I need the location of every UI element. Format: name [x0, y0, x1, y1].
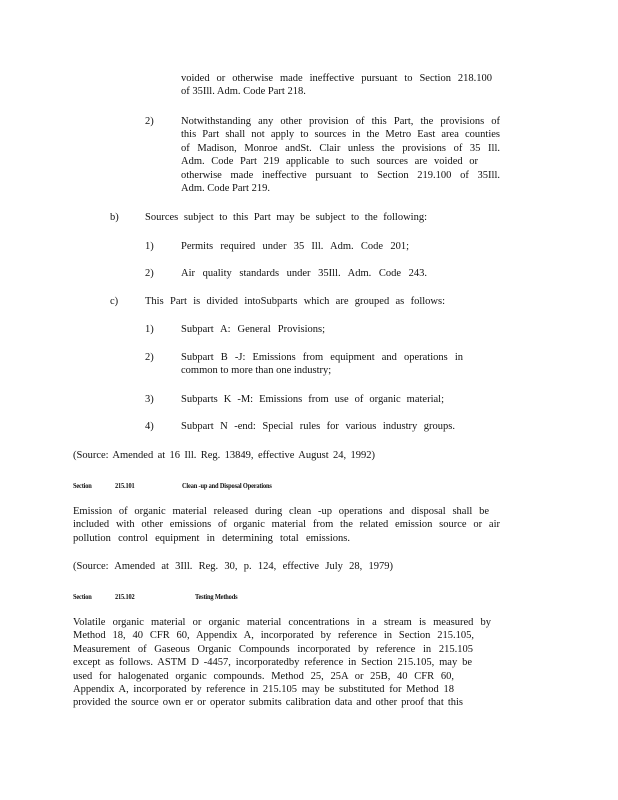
- section-intro: [145, 211, 427, 224]
- text-line: Subpart N -end: Special rules for various industry groups.: [181, 421, 455, 432]
- section-number: 215.102: [115, 592, 135, 601]
- text-line: this Part shall not apply to sources in the Metro East area counties: [181, 129, 500, 141]
- list-item-text: [181, 115, 500, 195]
- text-line: (Source: Amended at 3Ill. Reg. 30, p. 124, effective July 28, 1979): [73, 561, 393, 572]
- text-line: Volatile organic material or organic material concentrations in a stream is measured by: [73, 617, 491, 628]
- text-line: Adm. Code Part 219.: [181, 183, 270, 195]
- text-line: Subparts K -M: Emissions from use of organic material;: [181, 394, 444, 405]
- section-body: [73, 616, 492, 710]
- item-number: 1): [145, 241, 154, 252]
- text-line: Adm. Code Part 219 applicable to such sources are voided or: [181, 156, 478, 168]
- list-item-text: [181, 351, 463, 378]
- item-number: 4): [145, 421, 154, 432]
- text-line: of Madison, Monroe andSt. Clair unless the provisions of 35 Ill.: [181, 142, 500, 154]
- item-number: 2): [145, 116, 154, 127]
- text-line: included with other emissions of organic material from the related emission source or air: [73, 519, 500, 531]
- item-number: 3): [145, 394, 154, 405]
- list-item-text: [181, 323, 325, 336]
- text-line: common to more than one industry;: [181, 365, 332, 377]
- section-intro: [145, 295, 445, 308]
- section-number: 215.101: [115, 481, 135, 490]
- text-line: Notwithstanding any other provision of this Part, the provisions of: [181, 116, 500, 127]
- text-line: (Source: Amended at 16 Ill. Reg. 13849, effective August 24, 1992): [73, 450, 375, 461]
- section-title: Clean -up and Disposal Operations: [182, 481, 272, 490]
- item-number: 2): [145, 268, 154, 279]
- text-line: provided the source own er or operator submits calibration data and other proof that this: [73, 697, 463, 709]
- text-line: otherwise made ineffective pursuant to Section 219.100 of 35Ill.: [181, 169, 500, 181]
- text-line: This Part is divided intoSubparts which are grouped as follows:: [145, 296, 445, 307]
- text-line: Air quality standards under 35Ill. Adm. Code 243.: [181, 268, 427, 279]
- text-line: Permits required under 35 Ill. Adm. Code 201;: [181, 241, 409, 252]
- text-line: Measurement of Gaseous Organic Compounds incorporated by reference in 215.105: [73, 643, 473, 655]
- section-body: [73, 505, 500, 545]
- item-number: 1): [145, 324, 154, 335]
- text-line: Sources subject to this Part may be subject to the following:: [145, 212, 427, 223]
- section-title: Testing Methods: [195, 592, 238, 601]
- continued-item: [181, 72, 492, 99]
- text-line: used for halogenated organic compounds. Method 25, 25A or 25B, 40 CFR 60,: [73, 670, 454, 682]
- text-line: Method 18, 40 CFR 60, Appendix A, incorporated by reference in Section 215.105,: [73, 630, 474, 642]
- section-label: Section: [73, 592, 92, 601]
- text-line: except as follows. ASTM D -4457, incorporatedby reference in Section 215.105, may be: [73, 657, 472, 669]
- item-number: 2): [145, 352, 154, 363]
- text-line: voided or otherwise made ineffective pursuant to Section 218.100: [181, 73, 492, 84]
- text-line: Subpart B -J: Emissions from equipment and operations in: [181, 352, 463, 363]
- source-note: [73, 449, 375, 462]
- text-line: Appendix A, incorporated by reference in 215.105 may be substituted for Method 18: [73, 684, 454, 696]
- section-letter: b): [110, 212, 119, 223]
- list-item-text: [181, 393, 444, 406]
- section-label: Section: [73, 481, 92, 490]
- text-line: of 35Ill. Adm. Code Part 218.: [181, 86, 306, 98]
- list-item-text: [181, 267, 427, 280]
- list-item-text: [181, 240, 409, 253]
- section-letter: c): [110, 296, 119, 307]
- text-line: Emission of organic material released during clean -up operations and disposal shall be: [73, 506, 489, 517]
- text-line: Subpart A: General Provisions;: [181, 324, 325, 335]
- list-item-text: [181, 420, 455, 433]
- text-line: pollution control equipment in determining total emissions.: [73, 532, 350, 544]
- source-note: [73, 560, 393, 573]
